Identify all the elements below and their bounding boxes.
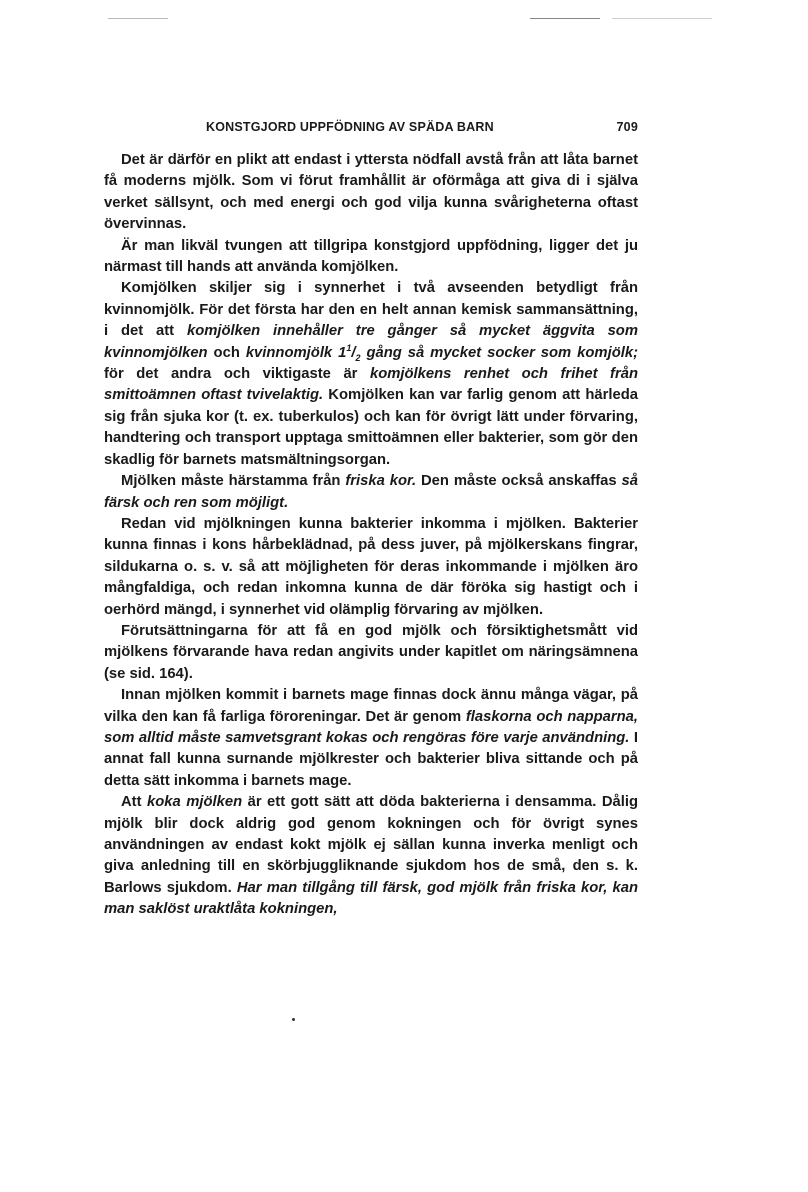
- emphasized-text: komjölken innehåller tre gånger så mycket äggvita som kvinnomjölken: [104, 323, 638, 361]
- emphasized-text: 2: [355, 352, 361, 363]
- paragraph: [104, 514, 638, 621]
- text-segment: Redan vid mjölkningen kunna bakterier inkomma i mjölken. Bakterier kunna finnas i kons hårbeklädnad, på dess juver, på mjölkerskans fingrar, sildukarna o. s. v. så att möjligheten för deras inkommande i mjölken äro mångfaldiga, och redan inkomna kunna de där föröka sig hastigt och i oerhörd mängd, i synnerhet vid olämplig förvaring av mjölken.: [104, 515, 638, 618]
- text-segment: Den måste också anskaffas: [416, 473, 622, 490]
- emphasized-text: flaskorna och napparna, som alltid måste samvetsgrant kokas och rengöras före varje användning.: [104, 708, 638, 746]
- paragraph: [104, 621, 638, 685]
- emphasized-text: /: [351, 344, 356, 361]
- stray-mark: [292, 1018, 295, 1021]
- emphasized-text: gång så mycket socker som komjölk;: [360, 344, 638, 361]
- emphasized-text: så färsk och ren som möjligt.: [104, 473, 638, 511]
- scan-edge-line: [108, 18, 168, 19]
- emphasized-text: koka mjölken: [147, 794, 243, 811]
- emphasized-text: komjölkens renhet och frihet från smittoämnen oftast tvivelaktig.: [104, 366, 638, 404]
- emphasized-text: kvinnomjölk 1: [245, 344, 347, 361]
- paragraph: [104, 150, 638, 236]
- paragraph: [104, 471, 638, 514]
- emphasized-text: 1: [346, 342, 352, 353]
- scan-edge-line: [530, 18, 600, 19]
- text-segment: I annat fall kunna surnande mjölkrester och bakterier bliva sittande och på detta sätt inkomma i barnets mage.: [104, 729, 638, 789]
- body-text: [104, 150, 638, 921]
- running-title: KONSTGJORD UPPFÖDNING AV SPÄDA BARN: [206, 120, 494, 134]
- scan-edge-line: [612, 18, 712, 19]
- text-segment: är ett gott sätt att döda bakterierna i densamma. Dålig mjölk blir dock aldrig god genom kokningen och för övrigt synes användningen av endast kokt mjölk ej sällan kunna inverka menligt och giva anledning till en skörbjuggliknande sjukdom hos de små, den s. k. Barlows sjukdom.: [104, 794, 638, 896]
- text-segment: Att: [121, 794, 148, 811]
- text-segment: Komjölken kan var farlig genom att härleda sig från sjuka kor (t. ex. tuberkulos) och kan för övrigt lätt under förvaring, handtering och transport upptaga smittoämnen eller bakterier, som gör den skadlig för barnets matsmältningsorgan.: [104, 387, 638, 468]
- text-segment: Mjölken måste härstamma från: [121, 473, 346, 490]
- text-segment: Det är därför en plikt att endast i yttersta nödfall avstå från att låta barnet få moderns mjölk. Som vi förut framhållit är oförmåga att giva di i själva verket sällsynt, och med energi och god vilja kunna svårigheterna oftast övervinnas.: [104, 152, 638, 233]
- paragraph: [104, 278, 638, 471]
- text-segment: och: [207, 344, 246, 361]
- text-segment: Komjölken skiljer sig i synnerhet i två avseenden betydligt från kvinnomjölk. För det första har den en helt annan kemisk sammansättning, i det att: [104, 280, 638, 340]
- paragraph: [104, 792, 638, 920]
- page-number: 709: [616, 120, 638, 134]
- emphasized-text: friska kor.: [345, 473, 417, 490]
- text-segment: Är man likväl tvungen att tillgripa konstgjord uppfödning, ligger det ju närmast till hands att använda komjölken.: [104, 237, 638, 276]
- text-segment: för det andra och viktigaste är: [104, 366, 370, 383]
- text-segment: Förutsättningarna för att få en god mjölk och försiktighetsmått vid mjölkens förvarande hava redan angivits under kapitlet om näringsämnena (se sid. 164).: [104, 622, 638, 682]
- text-segment: Innan mjölken kommit i barnets mage finnas dock ännu många vägar, på vilka den kan få farliga föroreningar. Det är genom: [104, 687, 638, 725]
- emphasized-text: Har man tillgång till färsk, god mjölk från friska kor, kan man saklöst uraktlåta kokningen,: [104, 879, 638, 918]
- paragraph: [104, 685, 638, 792]
- paragraph: [104, 236, 638, 279]
- running-header: [206, 120, 638, 140]
